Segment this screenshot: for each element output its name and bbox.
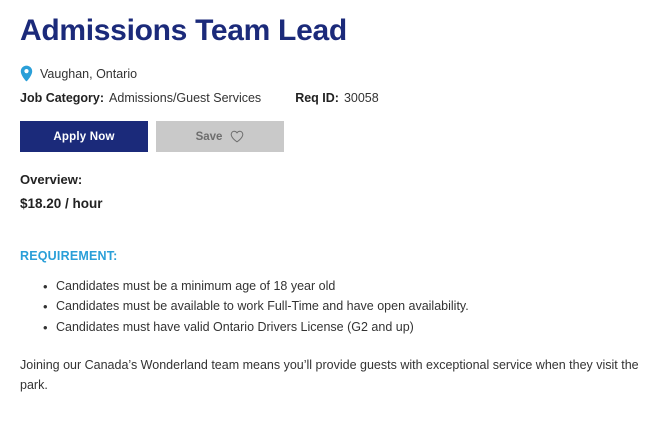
req-id-label: Req ID: bbox=[295, 91, 339, 105]
job-meta-row bbox=[20, 91, 640, 105]
job-category-value: Admissions/Guest Services bbox=[109, 91, 262, 105]
apply-now-button[interactable]: Apply Now bbox=[20, 121, 148, 152]
location-text: Vaughan, Ontario bbox=[40, 66, 138, 81]
job-category-label: Job Category: bbox=[20, 91, 105, 105]
requirement-list bbox=[20, 276, 640, 337]
page-title: Admissions Team Lead bbox=[20, 14, 347, 47]
overview-heading: Overview: bbox=[20, 172, 83, 187]
req-id-value: 30058 bbox=[343, 91, 379, 105]
map-pin-icon bbox=[20, 65, 33, 82]
save-button[interactable] bbox=[156, 121, 284, 152]
list-item: • Candidates must be a minimum age of 18 year old bbox=[56, 276, 640, 296]
requirement-heading: REQUIREMENT: bbox=[20, 249, 118, 263]
action-buttons bbox=[20, 121, 640, 152]
closing-paragraph: Joining our Canada’s Wonderland team means you’ll provide guests with exceptional service when they visit the park. bbox=[20, 357, 639, 392]
list-item: • Candidates must have valid Ontario Drivers License (G2 and up) bbox=[56, 317, 640, 337]
job-location bbox=[20, 65, 640, 82]
salary-text: $18.20 / hour bbox=[20, 196, 103, 211]
save-button-label: Save bbox=[195, 130, 223, 143]
heart-icon bbox=[230, 130, 244, 143]
list-item: • Candidates must be available to work Full-Time and have open availability. bbox=[56, 296, 640, 316]
